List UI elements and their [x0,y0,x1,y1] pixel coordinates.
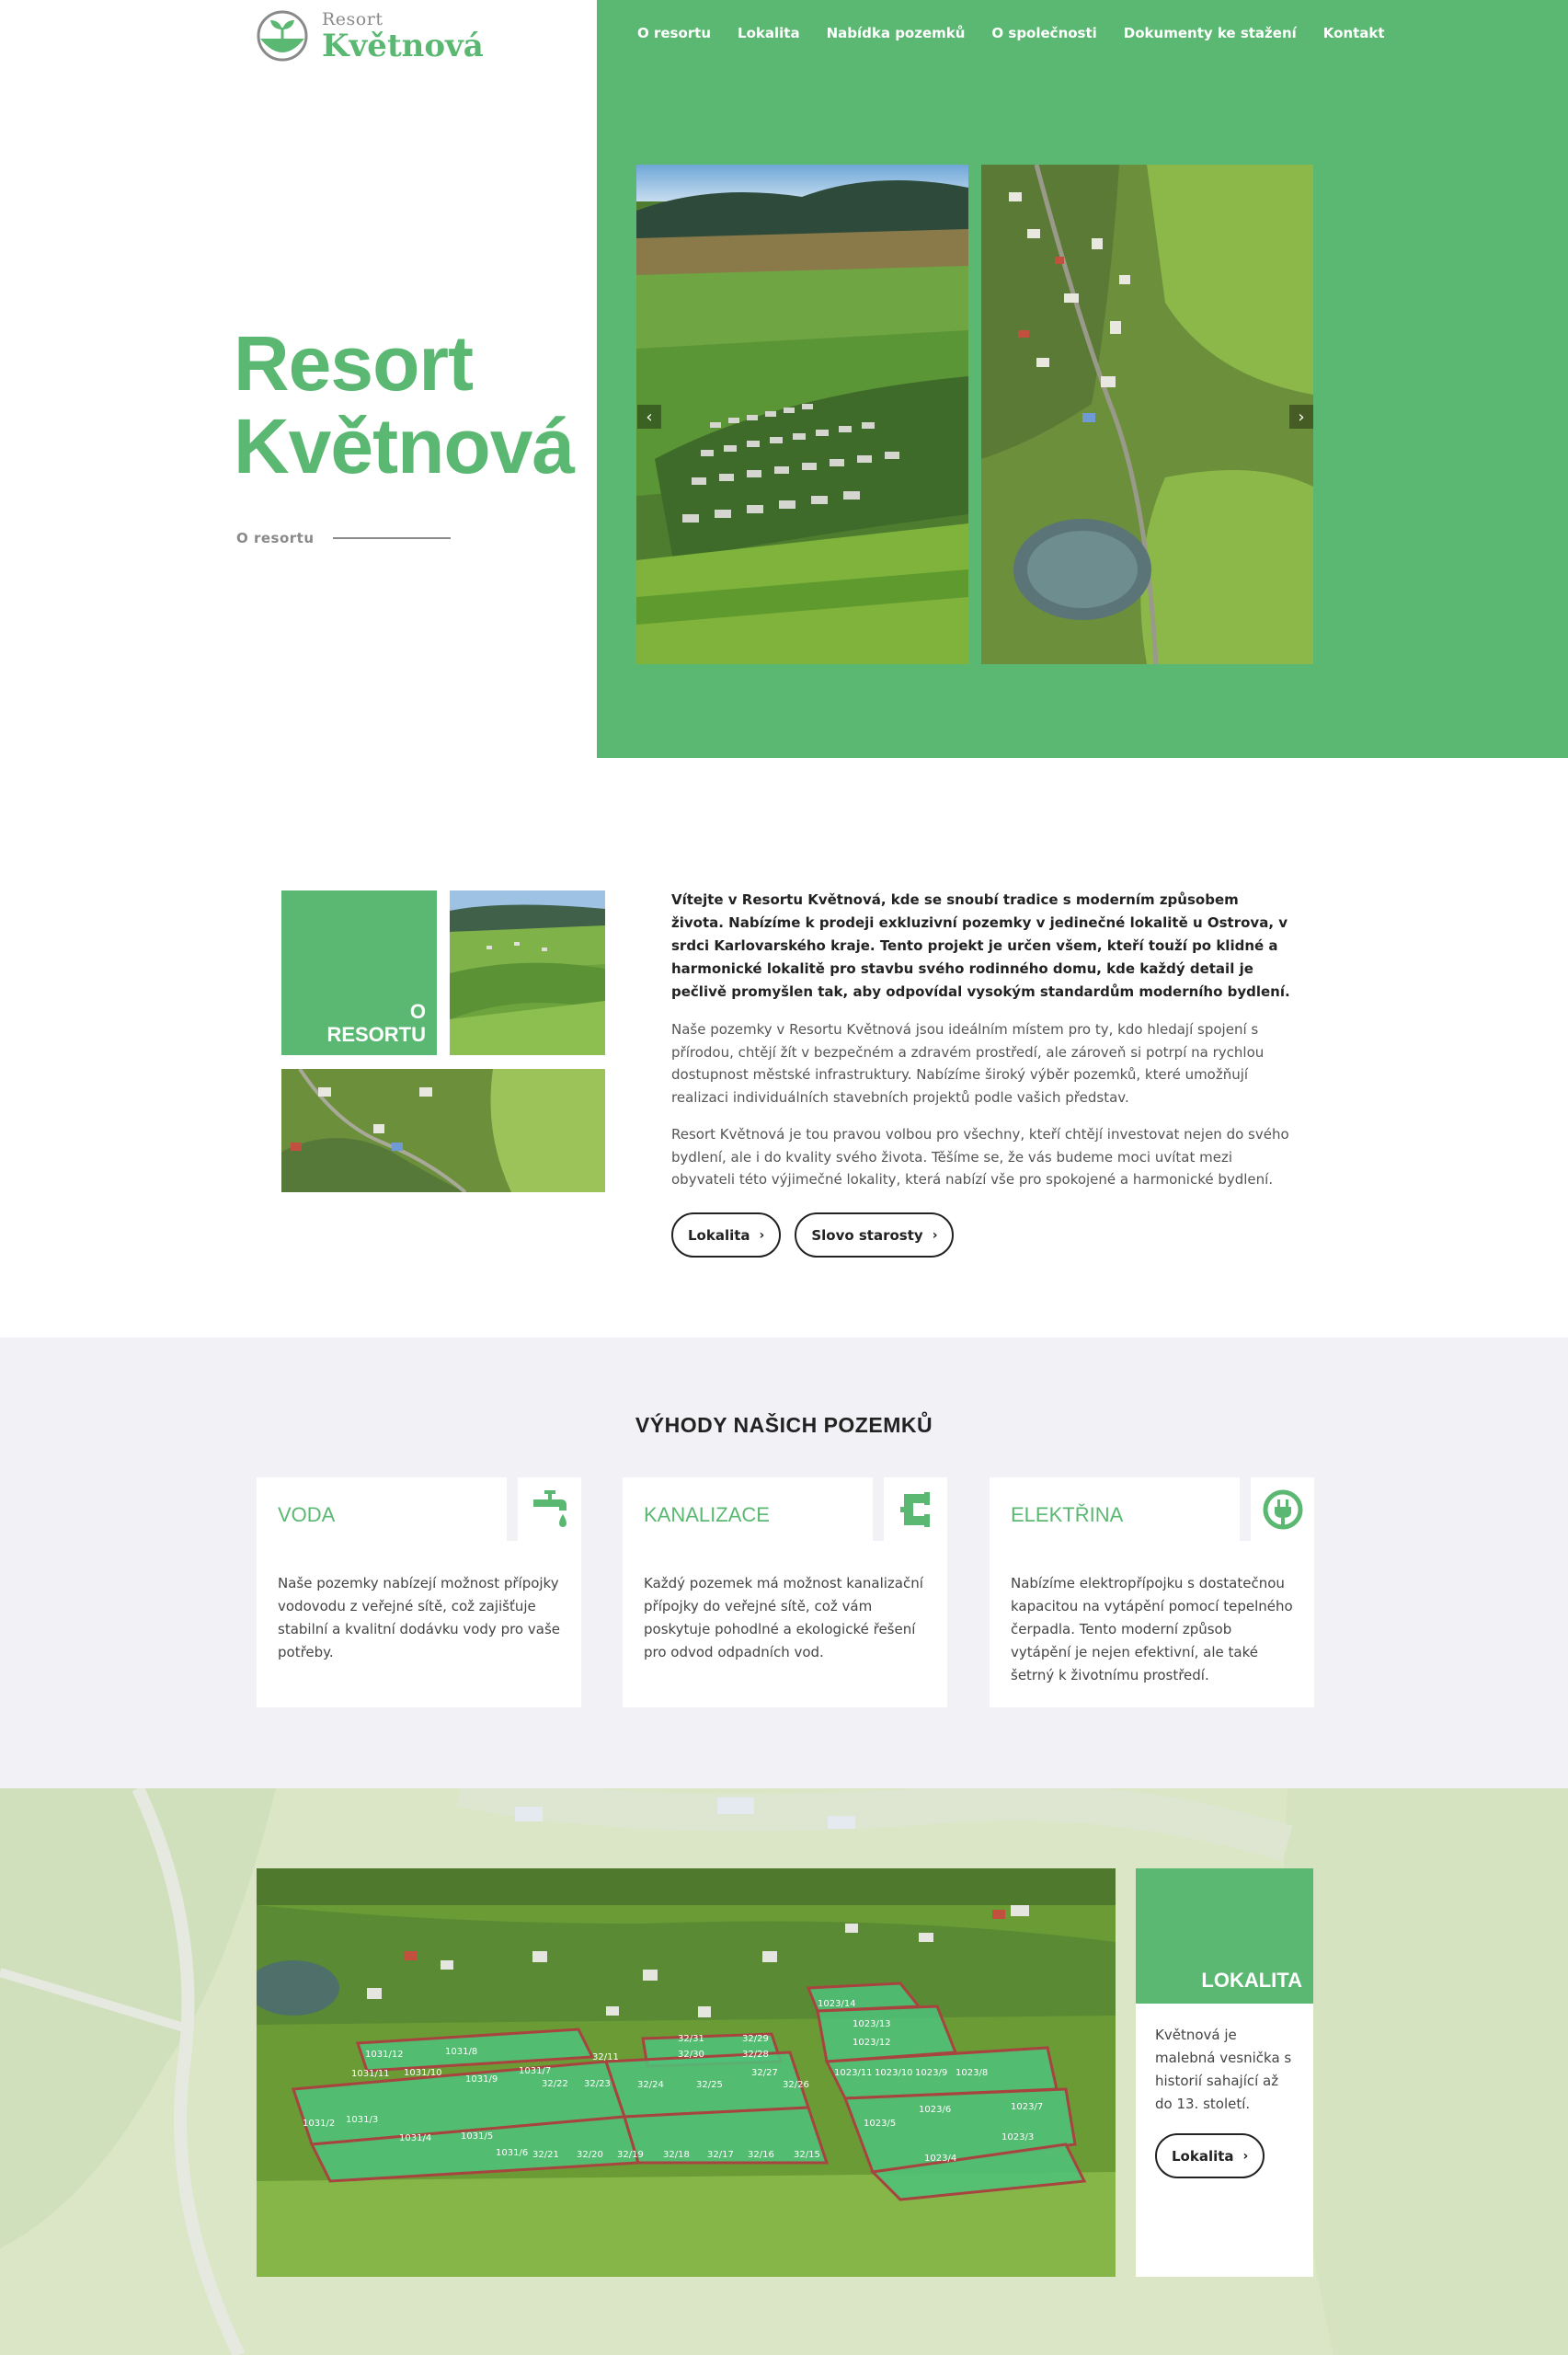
plot-label: 1023/6 [919,2105,952,2115]
hero-link-line [333,537,451,539]
chevron-right-icon: › [1298,407,1305,427]
logo[interactable] [256,9,484,63]
pipe-icon [884,1477,947,1541]
hero-title-line1: Resort [234,320,474,407]
nav-item-dokumenty[interactable]: Dokumenty ke stažení [1123,25,1297,41]
plot-label: 1023/9 [915,2068,948,2078]
plot-label: 1031/9 [465,2074,498,2085]
benefit-card-body [990,1556,1314,1707]
lokalita-card-button-label: Lokalita [1172,2147,1234,2165]
plot-label: 32/17 [707,2150,734,2160]
plot-label: 1023/12 [853,2038,891,2048]
plot-label: 32/27 [751,2068,778,2078]
card-fill [507,1541,581,1556]
plot-label: 32/21 [532,2150,559,2160]
logo-small-text: Resort [322,8,383,29]
nav-item-o-spolecnosti[interactable]: O společnosti [991,25,1097,41]
plot-label: 1031/4 [399,2133,432,2143]
about-paragraph-1: Naše pozemky v Resortu Květnová jsou ideálním místem pro ty, kdo hledají spojení s přírodou, chtějí žít v bezpečném a zdravém prostředí, ale zároveň si potrpí na rychlou dostupnost městské infrastruktury. Nabízíme široký výběr pozemků, které umožňují realizaci individuálních stavebních projektů podle vašich představ. [671,1021,1265,1106]
benefit-card-text: Každý pozemek má možnost kanalizační přípojky do veřejné sítě, což vám poskytuje pohodlné a ekologické řešení pro odvod odpadních vod. [644,1575,923,1660]
benefit-card-header [257,1477,507,1556]
about-tile [281,890,437,1055]
water-tap-icon [518,1477,581,1541]
nav-item-kontakt[interactable]: Kontakt [1322,25,1385,41]
chevron-right-icon: › [1242,2148,1249,2164]
lokalita-card-text: Květnová je malebná vesnička s historií sahající až do 13. století. [1155,2027,1292,2112]
plot-label: 1031/8 [445,2047,478,2057]
slider-prev-button[interactable] [637,405,661,429]
plot-label: 1023/10 [875,2068,913,2078]
nav-item-o-resortu[interactable]: O resortu [637,25,712,41]
hero-about-link[interactable] [236,530,451,546]
about-paragraph-2: Resort Květnová je tou pravou volbou pro všechny, kteří chtějí investovat nejen do svého bydlení, ale i do kvality svého života. Těšíme se, že vás budeme moci uvítat mezi obyvateli této výjimečné lokality, která nabízí vše pro spokojené a harmonické bydlení. [671,1126,1289,1188]
plot-label: 1023/8 [956,2068,989,2078]
plot-label: 1023/4 [924,2154,957,2164]
hero-slide-image-1 [636,165,968,664]
plot-labels [257,1868,1116,2277]
slovo-starosty-button-label: Slovo starosty [811,1226,923,1244]
plot-label: 1031/6 [496,2148,529,2158]
slovo-starosty-button[interactable] [795,1212,954,1258]
plot-label: 32/19 [617,2150,644,2160]
about-image-landscape [450,890,605,1055]
benefit-card-body [257,1556,581,1707]
hero-slide-image-2 [981,165,1313,664]
plot-label: 1031/7 [519,2066,552,2076]
plot-label: 32/23 [584,2079,611,2089]
plot-label: 32/28 [742,2050,769,2060]
benefit-card-text: Naše pozemky nabízejí možnost přípojky vodovodu z veřejné sítě, což zajišťuje stabilní a kvalitní dodávku vody pro vaše potřeby. [278,1575,560,1660]
plot-label: 32/30 [678,2050,704,2060]
plot-label: 1031/3 [346,2115,379,2125]
benefit-card-voda [257,1477,581,1707]
benefit-card-title: VODA [278,1503,336,1526]
lokalita-card-button[interactable] [1155,2133,1265,2178]
benefit-card-kanalizace [623,1477,947,1707]
benefit-card-header [990,1477,1240,1556]
nav-item-lokalita[interactable]: Lokalita [738,25,800,41]
benefit-card-title: KANALIZACE [644,1503,770,1526]
plot-label: 32/11 [592,2052,619,2062]
benefit-card-header [623,1477,873,1556]
plot-label: 32/29 [742,2034,769,2044]
benefits-title: VÝHODY NAŠICH POZEMKŮ [635,1413,933,1437]
hero-title-line2: Květnová [234,403,575,489]
plot-label: 32/18 [663,2150,690,2160]
lokalita-plot-map-image [257,1868,1116,2277]
nav-item-nabidka-pozemku[interactable]: Nabídka pozemků [826,25,966,41]
about-tile-line2: RESORTU [326,1023,426,1046]
plot-label: 32/31 [678,2034,704,2044]
lokalita-button[interactable] [671,1212,781,1258]
plot-label: 32/15 [794,2150,820,2160]
benefits-section [0,1338,1568,1788]
benefit-card-text: Nabízíme elektropřípojku s dostatečnou kapacitou na vytápění pomocí tepelného čerpadla. Tento moderní způsob vytápění je nejen efektivní, ale také šetrný k životnímu prostředí. [1011,1575,1293,1683]
benefit-card-body [623,1556,947,1707]
about-text-block [671,889,1293,1191]
plot-label: 1023/11 [834,2068,873,2078]
hero-section [0,0,1568,758]
plot-label: 1023/13 [853,2019,891,2029]
hero-title [234,322,583,488]
plot-label: 1031/5 [461,2131,494,2142]
power-plug-icon [1251,1477,1314,1541]
plot-label: 32/24 [637,2080,664,2090]
card-fill [1240,1541,1314,1556]
plot-label: 1023/5 [864,2119,897,2129]
plot-label: 32/26 [783,2080,809,2090]
plot-label: 32/16 [748,2150,774,2160]
main-nav [637,25,1385,41]
plot-label: 1031/12 [365,2050,404,2060]
benefit-card-title: ELEKTŘINA [1011,1503,1124,1526]
chevron-left-icon: ‹ [646,407,653,427]
plot-label: 1031/2 [303,2119,336,2129]
about-image-village [281,1069,605,1192]
about-lead-paragraph: Vítejte v Resortu Květnová, kde se snoubí tradice s moderním způsobem života. Nabízíme k prodeji exkluzivní pozemky v jedinečné lokalitě u Ostrova, v srdci Karlovarského kraje. Tento projekt je určen všem, kteří touží po klidné a harmonické lokalitě pro stavbu svého rodinného domu, kde každý detail je pečlivě promyšlen tak, aby odpovídal vysokým standardům moderního bydlení. [671,891,1290,1000]
logo-big-text: Květnová [322,27,484,64]
hero-about-link-label: O resortu [236,530,315,546]
plot-label: 1031/10 [404,2068,442,2078]
lokalita-tile [1136,1868,1313,2004]
plot-label: 1023/7 [1011,2102,1044,2112]
plot-label: 1023/14 [818,1999,856,2009]
benefit-card-elektrina [990,1477,1314,1707]
plot-label: 1031/11 [351,2069,390,2079]
logo-leaf-icon [256,9,309,63]
plot-label: 1023/3 [1001,2132,1035,2142]
lokalita-button-label: Lokalita [688,1226,750,1244]
slider-next-button[interactable] [1289,405,1313,429]
lokalita-tile-title: LOKALITA [1201,1969,1302,1992]
chevron-right-icon: › [759,1227,765,1243]
about-tile-line1: O [409,1000,426,1023]
plot-label: 32/20 [577,2150,603,2160]
card-fill [873,1541,947,1556]
plot-label: 32/22 [542,2079,568,2089]
chevron-right-icon: › [932,1227,938,1243]
about-buttons [671,1212,954,1258]
plot-label: 32/25 [696,2080,723,2090]
